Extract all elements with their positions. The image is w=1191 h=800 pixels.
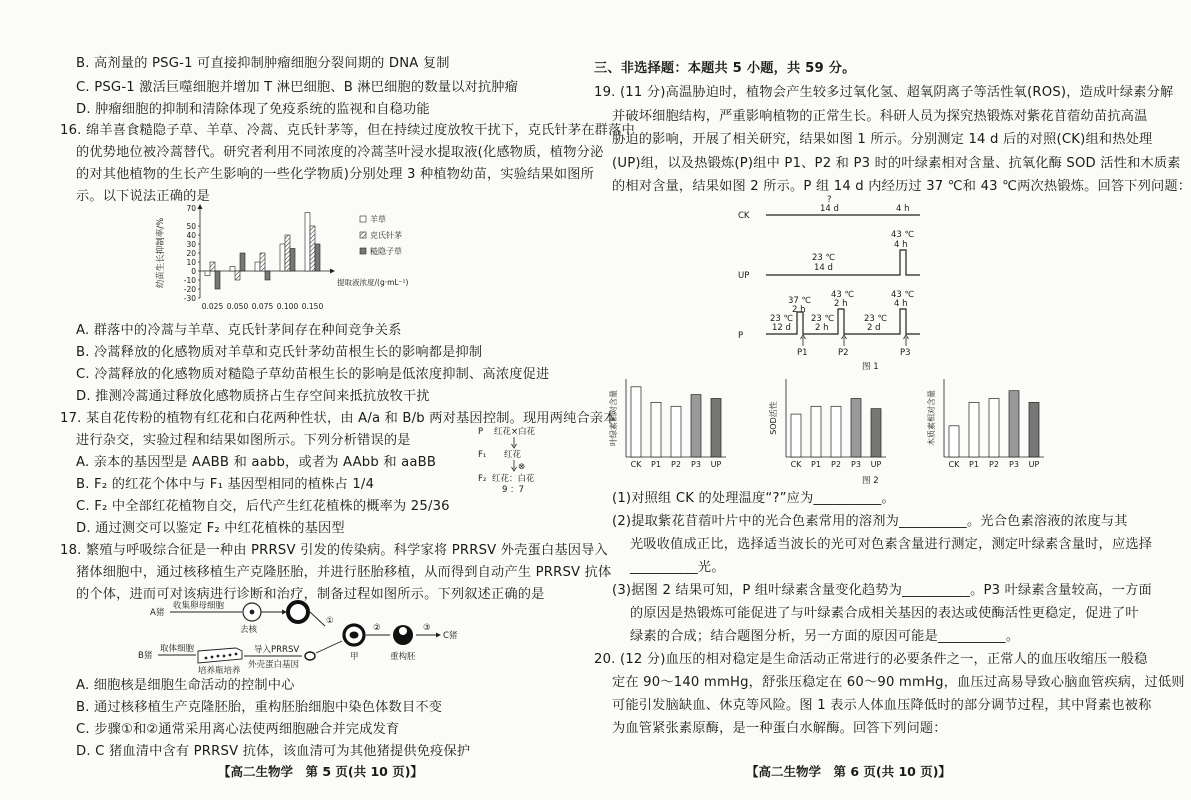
q16-legend-swatch bbox=[360, 248, 366, 254]
take-somatic-cells-label: 取体细胞 bbox=[160, 644, 195, 654]
fig2-x-tick-label: UP bbox=[710, 460, 722, 469]
q16-bar bbox=[260, 253, 265, 271]
q16-x-axis-arrow bbox=[330, 269, 335, 274]
q18-process-diagram bbox=[120, 596, 480, 678]
q18-stem-1: 18. 繁殖与呼吸综合征是一种由 PRRSV 引发的传染病。科学家将 PRRSV 外壳蛋白基因导入 bbox=[60, 543, 608, 558]
ck-duration: 14 d bbox=[820, 204, 839, 214]
section-title: 三、非选择题：本题共 5 小题，共 59 分。 bbox=[594, 61, 856, 76]
q16-option-b: B. 冷蒿释放的化感物质对羊草和克氏针茅幼苗根生长的影响都是抑制 bbox=[76, 345, 483, 360]
fig2-y-axis-label: SOD活性 bbox=[769, 401, 778, 435]
q18-stem-3: 的个体，进而可对该病进行诊断和治疗，制备过程如图所示。下列叙述正确的是 bbox=[76, 587, 545, 602]
p3-marker: P3 bbox=[900, 348, 911, 358]
q16-bar bbox=[210, 262, 215, 271]
insert-prrsv-label: 导入PRRSV bbox=[254, 645, 300, 655]
q16-bar bbox=[305, 213, 310, 272]
q15-option-c: C. PSG-1 激活巨噬细胞并增加 T 淋巴细胞、B 淋巴细胞的数量以对抗肿瘤 bbox=[76, 80, 519, 95]
q19-sub3-line3: 绿素的合成；结合题图分析，另一方面的原因可能是__________。 bbox=[630, 629, 1020, 644]
q16-bar bbox=[315, 244, 320, 271]
q16-stem-4: 示。以下说法正确的是 bbox=[76, 189, 210, 204]
lignin-chart bbox=[926, 379, 1044, 469]
q19-sub1: (1)对照组 CK 的处理温度“?”应为__________。 bbox=[612, 491, 895, 506]
q16-y-tick-label: 40 bbox=[186, 231, 196, 240]
page-footer-right: 【高二生物学 第 6 页(共 10 页)】 bbox=[746, 764, 951, 779]
fig2-x-tick-label: CK bbox=[790, 460, 802, 469]
collect-oocyte-label: 收集卵母细胞 bbox=[173, 601, 225, 611]
ck-label: CK bbox=[738, 211, 750, 221]
up-label: UP bbox=[738, 271, 750, 281]
sod-chart bbox=[768, 379, 886, 469]
q15-option-b: B. 高剂量的 PSG-1 可直接抑制肿瘤细胞分裂间期的 DNA 复制 bbox=[76, 56, 450, 71]
step1-label: ① bbox=[326, 616, 334, 626]
fig2-caption: 图 2 bbox=[862, 476, 879, 486]
q16-x-tick-label: 0.150 bbox=[301, 302, 324, 311]
self-cross-symbol: ⊗ bbox=[518, 462, 526, 472]
q16-option-d: D. 推测冷蒿通过释放化感物质挤占生存空间来抵抗放牧干扰 bbox=[76, 389, 430, 404]
q16-x-tick-label: 0.050 bbox=[226, 302, 249, 311]
q16-y-tick-label: -30 bbox=[183, 294, 196, 303]
q16-y-tick-label: 20 bbox=[186, 249, 196, 258]
q16-y-tick-label: 10 bbox=[186, 258, 196, 267]
q19-sub3-line1: (3)据图 2 结果可知，P 组叶绿素含量变化趋势为__________。P3 叶绿素含量较高，一方面 bbox=[612, 583, 1152, 598]
fig2-bar bbox=[671, 406, 681, 457]
q16-stem-3: 的对其他植物的生长产生影响的一些化学物质)分别处理 3 种植物幼苗，实验结果如图所 bbox=[76, 167, 595, 182]
q16-bar bbox=[280, 244, 285, 271]
up-4h: 4 h bbox=[894, 240, 908, 250]
q16-bar-chart bbox=[145, 200, 445, 322]
fig2-bar bbox=[711, 399, 721, 458]
q16-bar bbox=[205, 271, 210, 276]
culture-flask-label: 培养瓶培养 bbox=[198, 666, 241, 676]
q16-legend-label: 羊草 bbox=[370, 215, 386, 224]
q16-bar bbox=[235, 271, 240, 280]
fig2-bar bbox=[651, 402, 661, 457]
f2-text: 红花：白花 bbox=[492, 474, 535, 484]
q16-bar bbox=[265, 271, 270, 280]
fig2-bar bbox=[1009, 391, 1019, 457]
page-footer-left: 【高二生物学 第 5 页(共 10 页)】 bbox=[218, 764, 423, 779]
f2-label: F₂ bbox=[478, 474, 487, 484]
q16-y-tick-label: 30 bbox=[186, 240, 196, 249]
fig2-bar bbox=[831, 406, 841, 457]
fig2-bar bbox=[949, 426, 959, 457]
q17-option-b: B. F₂ 的红花个体中与 F₁ 基因型相同的植株占 1/4 bbox=[76, 477, 375, 492]
p-12d: 12 d bbox=[772, 323, 791, 333]
fig2-y-axis-label: 叶绿素相对含量 bbox=[609, 390, 618, 446]
fig2-x-tick-label: P2 bbox=[989, 460, 999, 469]
q19-stem-3: 胁迫的影响，开展了相关研究，结果如图 1 所示。分别测定 14 d 后的对照(CK)组和热处理 bbox=[612, 132, 1153, 147]
ck-temp-unknown: ? bbox=[827, 195, 832, 205]
q19-stem-2: 并破坏细胞结构，严重影响植物的正常生长。科研人员为探究热锻炼对紫花苜蓿幼苗抗高温 bbox=[612, 109, 1148, 124]
chlorophyll-chart bbox=[608, 379, 726, 469]
fig2-x-tick-label: P2 bbox=[831, 460, 841, 469]
q16-y-axis-label: 幼苗生长抑制率/% bbox=[156, 217, 166, 289]
q16-y-tick-label: 0 bbox=[191, 267, 196, 276]
q19-sub2-line1: (2)提取紫花苜蓿叶片中的光合色素常用的溶剂为__________。光合色素溶液的浓度与其 bbox=[612, 514, 1128, 529]
up-43c: 43 ℃ bbox=[891, 230, 915, 240]
fig2-bar bbox=[631, 387, 641, 457]
fig2-bar bbox=[791, 414, 801, 457]
step3-label: ③ bbox=[423, 623, 431, 633]
fig2-x-tick-label: P3 bbox=[851, 460, 861, 469]
q17-option-a: A. 亲本的基因型是 AABB 和 aabb，或者为 AAbb 和 aaBB bbox=[76, 455, 437, 470]
q16-option-c: C. 冷蒿释放的化感物质对糙隐子草幼苗根生长的影响是低浓度抑制、高浓度促进 bbox=[76, 367, 550, 382]
q16-stem-1: 16. 绵羊喜食糙隐子草、羊草、冷蒿、克氏针茅等，但在持续过度放牧干扰下，克氏针茅在群落中 bbox=[60, 123, 635, 138]
right-page bbox=[568, 0, 1191, 800]
reconstructed-embryo-icon bbox=[393, 625, 413, 645]
q16-legend-label: 克氏针茅 bbox=[370, 231, 402, 240]
q16-bar bbox=[290, 249, 295, 272]
q19-stem-5: 的相对含量，结果如图 2 所示。P 组 14 d 内经历过 37 ℃和 43 ℃两次热锻炼。回答下列问题： bbox=[612, 179, 1191, 194]
q20-stem-1: 20. (12 分)血压的相对稳定是生命活动正常进行的必要条件之一，正常人的血压收缩压一般稳 bbox=[594, 652, 1148, 667]
q18-option-a: A. 细胞核是细胞生命活动的控制中心 bbox=[76, 678, 295, 693]
up-14d: 14 d bbox=[814, 263, 833, 273]
p-43c-a: 43 ℃ bbox=[831, 290, 855, 300]
q19-figure2-charts bbox=[608, 375, 1078, 485]
c-pig-label: C猪 bbox=[443, 631, 458, 641]
q17-stem-2: 进行杂交，实验过程和结果如图所示。下列分析错误的是 bbox=[76, 433, 411, 448]
q16-bar bbox=[215, 271, 220, 289]
q16-bar bbox=[285, 235, 290, 271]
p-23c-b: 23 ℃ bbox=[811, 314, 835, 324]
q18-option-d: D. C 猪血清中含有 PRRSV 抗体，该血清可为其他猪提供免疫保护 bbox=[76, 744, 471, 759]
fig2-bar bbox=[969, 402, 979, 457]
q18-stem-2: 猪体细胞中，通过核移植生产克隆胚胎，并进行胚胎移植，从而得到自动产生 PRRSV 抗体 bbox=[76, 565, 612, 580]
q19-figure1-timeline bbox=[736, 196, 936, 372]
p-2h-a: 2 h bbox=[792, 305, 806, 315]
f1-label: F₁ bbox=[478, 450, 487, 460]
q16-bar bbox=[255, 262, 260, 271]
a-pig-label: A猪 bbox=[150, 608, 165, 618]
up-23c: 23 ℃ bbox=[812, 253, 836, 263]
q16-option-a: A. 群落中的冷蒿与羊草、克氏针茅间存在种间竞争关系 bbox=[76, 323, 402, 338]
fig2-x-tick-label: P2 bbox=[671, 460, 681, 469]
q16-legend-swatch bbox=[360, 232, 366, 238]
q19-sub2-line2: 光吸收值成正比，选择适当波长的光可对色素含量进行测定，测定叶绿素含量时，应选择 bbox=[630, 537, 1153, 552]
culture-flask-icon bbox=[198, 648, 242, 663]
p-43c-b: 43 ℃ bbox=[891, 290, 915, 300]
reconstructed-embryo-label: 重构胚 bbox=[390, 652, 416, 662]
fig2-x-tick-label: UP bbox=[1028, 460, 1040, 469]
q16-y-tick-label: 50 bbox=[186, 222, 196, 231]
p-2h-c: 2 h bbox=[834, 299, 848, 309]
b-pig-label: B猪 bbox=[138, 651, 153, 661]
q17-option-c: C. F₂ 中全部红花植物自交，后代产生红花植株的概率为 25/36 bbox=[76, 499, 450, 514]
p-4h: 4 h bbox=[894, 299, 908, 309]
q16-x-tick-label: 0.100 bbox=[276, 302, 299, 311]
q17-stem-1: 17. 某自花传粉的植物有红花和白花两种性状，由 A/a 和 B/b 两对基因控制。现用两纯合亲本 bbox=[60, 411, 617, 426]
f1-text: 红花 bbox=[504, 450, 522, 460]
q16-bar bbox=[240, 253, 245, 271]
oocyte-icon bbox=[243, 603, 261, 621]
jia-label: 甲 bbox=[350, 652, 359, 662]
fig2-x-tick-label: UP bbox=[870, 460, 882, 469]
ck-4h: 4 h bbox=[896, 204, 910, 214]
p-cross-text: 红花×白花 bbox=[494, 427, 536, 437]
fig2-y-axis-label: 木质素相对含量 bbox=[927, 390, 936, 446]
q20-stem-2: 定在 90～140 mmHg，舒张压稳定在 60～90 mmHg，血压过高易导致心脑血管疾病，过低则 bbox=[612, 675, 1185, 690]
p-2h-b: 2 h bbox=[815, 323, 829, 333]
fig2-x-tick-label: P3 bbox=[1009, 460, 1019, 469]
q16-bar bbox=[310, 226, 315, 271]
q16-y-tick-label: -20 bbox=[183, 285, 196, 294]
q17-option-d: D. 通过测交可以鉴定 F₂ 中红花植株的基因型 bbox=[76, 521, 345, 536]
q16-x-tick-label: 0.025 bbox=[201, 302, 224, 311]
q16-y-tick-label: 70 bbox=[186, 204, 196, 213]
f2-ratio: 9 ：7 bbox=[502, 485, 525, 495]
q19-stem-1: 19. (11 分)高温胁迫时，植物会产生较多过氧化氢、超氧阴离子等活性氧(ROS)，造成叶绿素分解 bbox=[594, 85, 1174, 100]
q19-sub2-line3: __________光。 bbox=[630, 560, 725, 575]
p-label: P bbox=[478, 427, 484, 437]
p-23c-c: 23 ℃ bbox=[864, 314, 888, 324]
p-2d: 2 d bbox=[867, 323, 881, 333]
q16-bar bbox=[230, 267, 235, 272]
q16-y-tick-label: -10 bbox=[183, 276, 196, 285]
fig2-bar bbox=[811, 406, 821, 457]
fig2-bar bbox=[871, 409, 881, 457]
q16-stem-2: 的优势地位被冷蒿替代。研究者利用不同浓度的冷蒿茎叶浸水提取液(化感物质，植物分泌 bbox=[76, 145, 604, 160]
q19-sub3-line2: 的原因是热锻炼可能促进了与叶绿素合成相关基因的表达或使酶活性更稳定，促进了叶 bbox=[630, 606, 1139, 621]
q18-option-c: C. 步骤①和②通常采用离心法使两细胞融合并完成发育 bbox=[76, 722, 400, 737]
step2-label: ② bbox=[373, 623, 381, 633]
q17-cross-diagram bbox=[476, 424, 564, 494]
fig2-x-tick-label: CK bbox=[948, 460, 960, 469]
q16-x-axis-label: 提取液浓度/(g·mL⁻¹) bbox=[337, 278, 409, 287]
q19-stem-4: (UP)组，以及热锻炼(P)组中 P1、P2 和 P3 时的叶绿素相对含量、抗氧化酶 SOD 活性和木质素 bbox=[612, 156, 1181, 171]
fig2-bar bbox=[1029, 402, 1039, 457]
fig1-caption: 图 1 bbox=[862, 362, 879, 372]
q20-stem-3: 可能引发脑缺血、休克等风险。图 1 表示人体血压降低时的部分调节过程，其中肾素也被称 bbox=[612, 698, 1152, 713]
jia-cell-icon bbox=[344, 625, 364, 645]
q15-option-d: D. 肿瘤细胞的抑制和清除体现了免疫系统的监视和自稳功能 bbox=[76, 102, 430, 117]
fig2-x-tick-label: P1 bbox=[811, 460, 821, 469]
q18-option-b: B. 通过核移植生产克隆胚胎，重构胚胎细胞中染色体数目不变 bbox=[76, 700, 443, 715]
q16-legend-swatch bbox=[360, 216, 366, 222]
p-label-fig1: P bbox=[738, 331, 744, 341]
fig2-x-tick-label: P3 bbox=[691, 460, 701, 469]
q16-x-tick-label: 0.075 bbox=[251, 302, 274, 311]
fig2-bar bbox=[691, 395, 701, 457]
p-37c: 37 ℃ bbox=[788, 296, 812, 306]
fig2-bar bbox=[851, 399, 861, 458]
fig2-bar bbox=[989, 399, 999, 458]
fig2-x-tick-label: CK bbox=[630, 460, 642, 469]
p2-marker: P2 bbox=[838, 348, 849, 358]
q16-legend-label: 糙隐子草 bbox=[370, 247, 402, 256]
p1-marker: P1 bbox=[797, 348, 808, 358]
fig2-x-tick-label: P1 bbox=[969, 460, 979, 469]
q20-stem-4: 为血管紧张素原酶，是一种蛋白水解酶。回答下列问题： bbox=[612, 721, 947, 736]
coat-protein-gene-label: 外壳蛋白基因 bbox=[248, 660, 300, 670]
enucleate-label: 去核 bbox=[240, 625, 258, 635]
enucleated-oocyte-icon bbox=[288, 602, 308, 622]
fig2-x-tick-label: P1 bbox=[651, 460, 661, 469]
p-23c-a: 23 ℃ bbox=[770, 314, 794, 324]
somatic-cell-icon bbox=[305, 652, 315, 660]
